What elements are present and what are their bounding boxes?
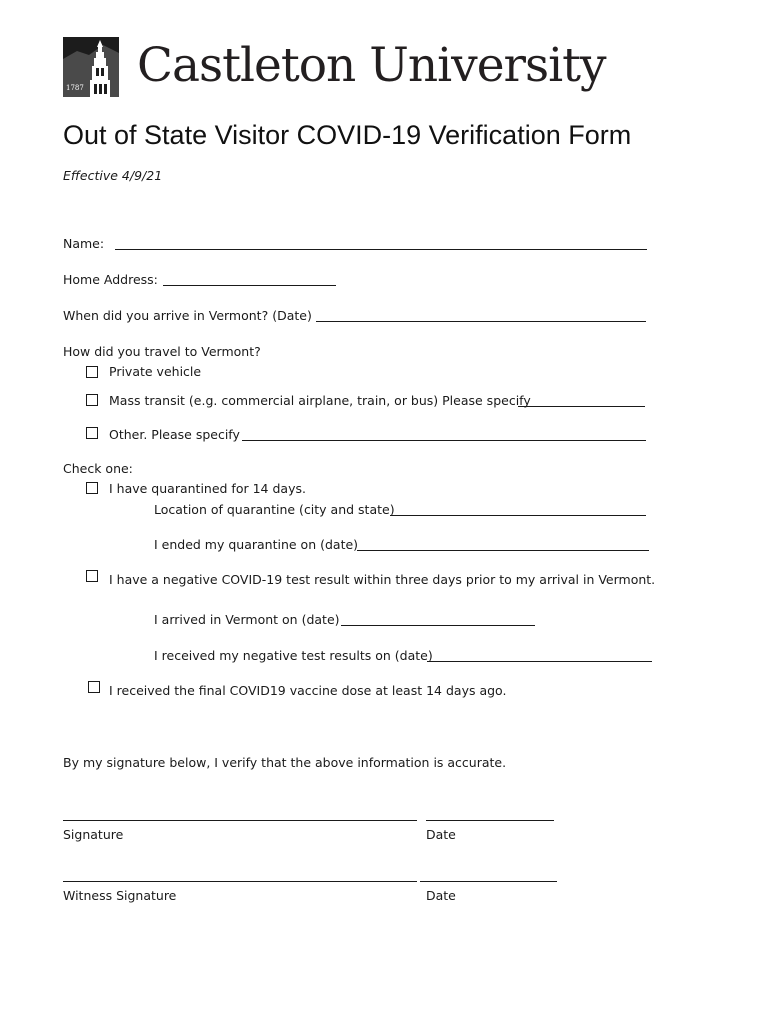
mass-transit-label: Mass transit (e.g. commercial airplane, train, or bus) Please specify [109, 393, 531, 408]
negative-test-checkbox[interactable] [86, 570, 98, 582]
witness-date-field[interactable] [420, 881, 557, 882]
name-label: Name: [63, 236, 105, 251]
other-travel-specify-field[interactable] [242, 440, 646, 441]
private-vehicle-label: Private vehicle [109, 364, 202, 379]
attestation-text: By my signature below, I verify that the above information is accurate. [63, 755, 507, 770]
effective-date: Effective 4/9/21 [63, 168, 163, 183]
other-travel-label: Other. Please specify [109, 427, 240, 442]
logo-year: 1787 [66, 84, 84, 92]
arrival-date-label: When did you arrive in Vermont? (Date) [63, 308, 312, 323]
arrived-on-label: I arrived in Vermont on (date) [154, 612, 340, 627]
quarantine-location-label: Location of quarantine (city and state) [154, 502, 395, 517]
received-results-label: I received my negative test results on (date) [154, 648, 433, 663]
witness-date-label: Date [426, 888, 456, 903]
quarantine-checkbox[interactable] [86, 482, 98, 494]
received-results-field[interactable] [427, 661, 652, 662]
quarantine-location-field[interactable] [390, 515, 646, 516]
home-address-field[interactable] [163, 285, 336, 286]
witness-signature-field[interactable] [63, 881, 417, 882]
vaccine-checkbox[interactable] [88, 681, 100, 693]
arrival-date-field[interactable] [316, 321, 646, 322]
mass-transit-specify-field[interactable] [518, 406, 645, 407]
other-travel-checkbox[interactable] [86, 427, 98, 439]
travel-question: How did you travel to Vermont? [63, 344, 261, 359]
form-title: Out of State Visitor COVID-19 Verification Form [63, 120, 632, 150]
quarantine-ended-field[interactable] [357, 550, 649, 551]
vaccine-label: I received the final COVID19 vaccine dose at least 14 days ago. [109, 683, 507, 698]
name-field[interactable] [115, 249, 647, 250]
signature-date-field[interactable] [426, 820, 554, 821]
negative-test-label: I have a negative COVID-19 test result within three days prior to my arrival in Vermont. [109, 572, 656, 587]
home-address-label: Home Address: [63, 272, 158, 287]
mass-transit-checkbox[interactable] [86, 394, 98, 406]
signature-date-label: Date [426, 827, 456, 842]
arrived-on-field[interactable] [341, 625, 535, 626]
quarantine-ended-label: I ended my quarantine on (date) [154, 537, 359, 552]
university-wordmark: Castleton University [137, 38, 606, 93]
signature-label: Signature [63, 827, 124, 842]
quarantine-label: I have quarantined for 14 days. [109, 481, 306, 496]
private-vehicle-checkbox[interactable] [86, 366, 98, 378]
university-logo [63, 37, 119, 97]
signature-field[interactable] [63, 820, 417, 821]
check-one-label: Check one: [63, 461, 133, 476]
witness-signature-label: Witness Signature [63, 888, 177, 903]
